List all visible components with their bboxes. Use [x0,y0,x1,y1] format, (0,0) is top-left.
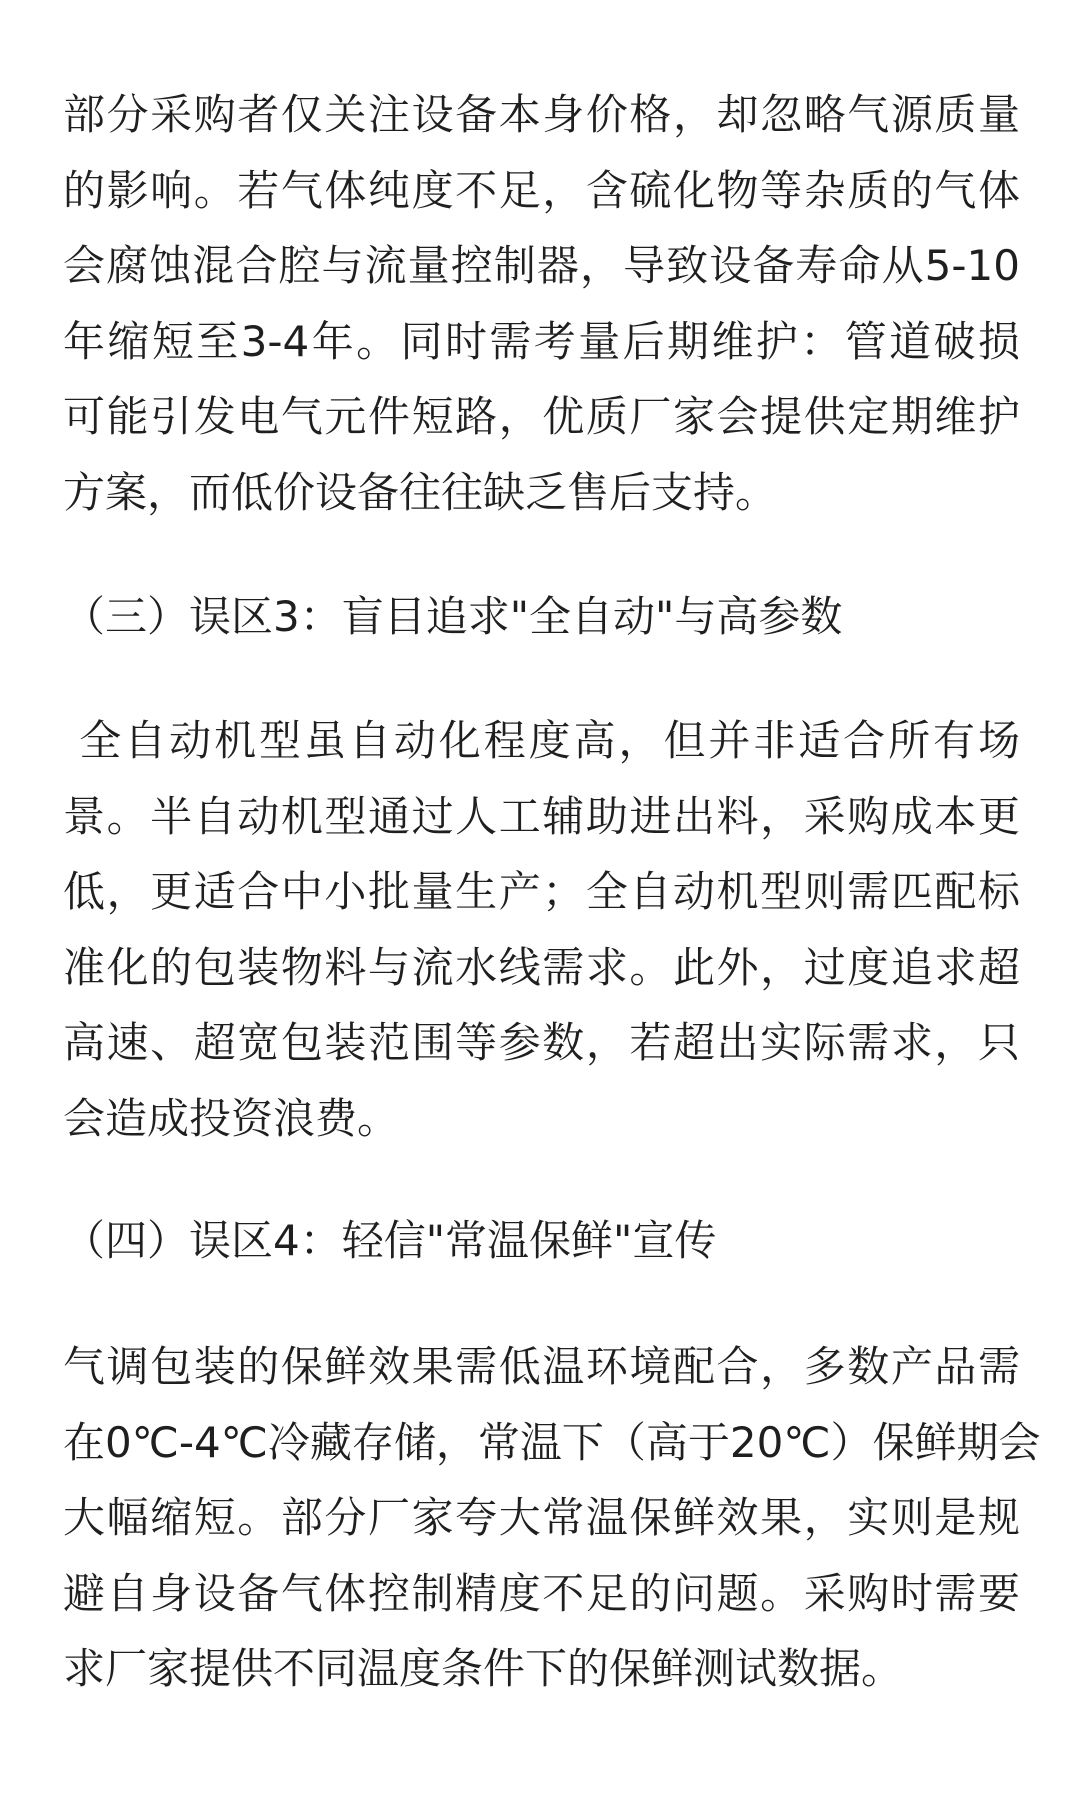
text-line: 景。半自动机型通过人工辅助进出料，采购成本更 [63,791,1020,841]
paragraph-full-auto [63,703,1020,1156]
text-line: 的影响。若气体纯度不足，含硫化物等杂质的气体 [63,165,1020,215]
text-line: 年缩短至3-4年。同时需考量后期维护：管道破损 [63,316,1020,366]
section-heading-3: （三）误区3：盲目追求"全自动"与高参数 [63,592,843,641]
text-line: 避自身设备气体控制精度不足的问题。采购时需要 [63,1568,1020,1618]
section-heading-4: （四）误区4：轻信"常温保鲜"宣传 [63,1216,717,1265]
text-line: 高速、超宽包装范围等参数，若超出实际需求，只 [63,1018,1020,1067]
text-line: 在0℃-4℃冷藏存储，常温下（高于20℃）保鲜期会 [63,1417,1041,1467]
text-line: 可能引发电气元件短路，优质厂家会提供定期维护 [63,392,1020,441]
text-line: 大幅缩短。部分厂家夸大常温保鲜效果，实则是规 [63,1493,1020,1542]
text-line: 求厂家提供不同温度条件下的保鲜测试数据。 [63,1644,904,1693]
text-line: 准化的包装物料与流水线需求。此外，过度追求超 [63,942,1020,992]
text-line: 低，更适合中小批量生产；全自动机型则需匹配标 [63,867,1020,916]
paragraph-room-temp [63,1329,1041,1707]
text-line: 部分采购者仅关注设备本身价格，却忽略气源质量 [63,90,1020,139]
text-line: 全自动机型虽自动化程度高，但并非适合所有场 [63,716,1020,765]
text-line: 会腐蚀混合腔与流量控制器，导致设备寿命从5-10 [63,241,1020,290]
text-line: 方案，而低价设备往往缺乏售后支持。 [63,467,778,517]
text-line: 气调包装的保鲜效果需低温环境配合，多数产品需 [63,1342,1020,1391]
paragraph-gas-quality [63,77,1020,530]
text-line: 会造成投资浪费。 [63,1093,400,1143]
